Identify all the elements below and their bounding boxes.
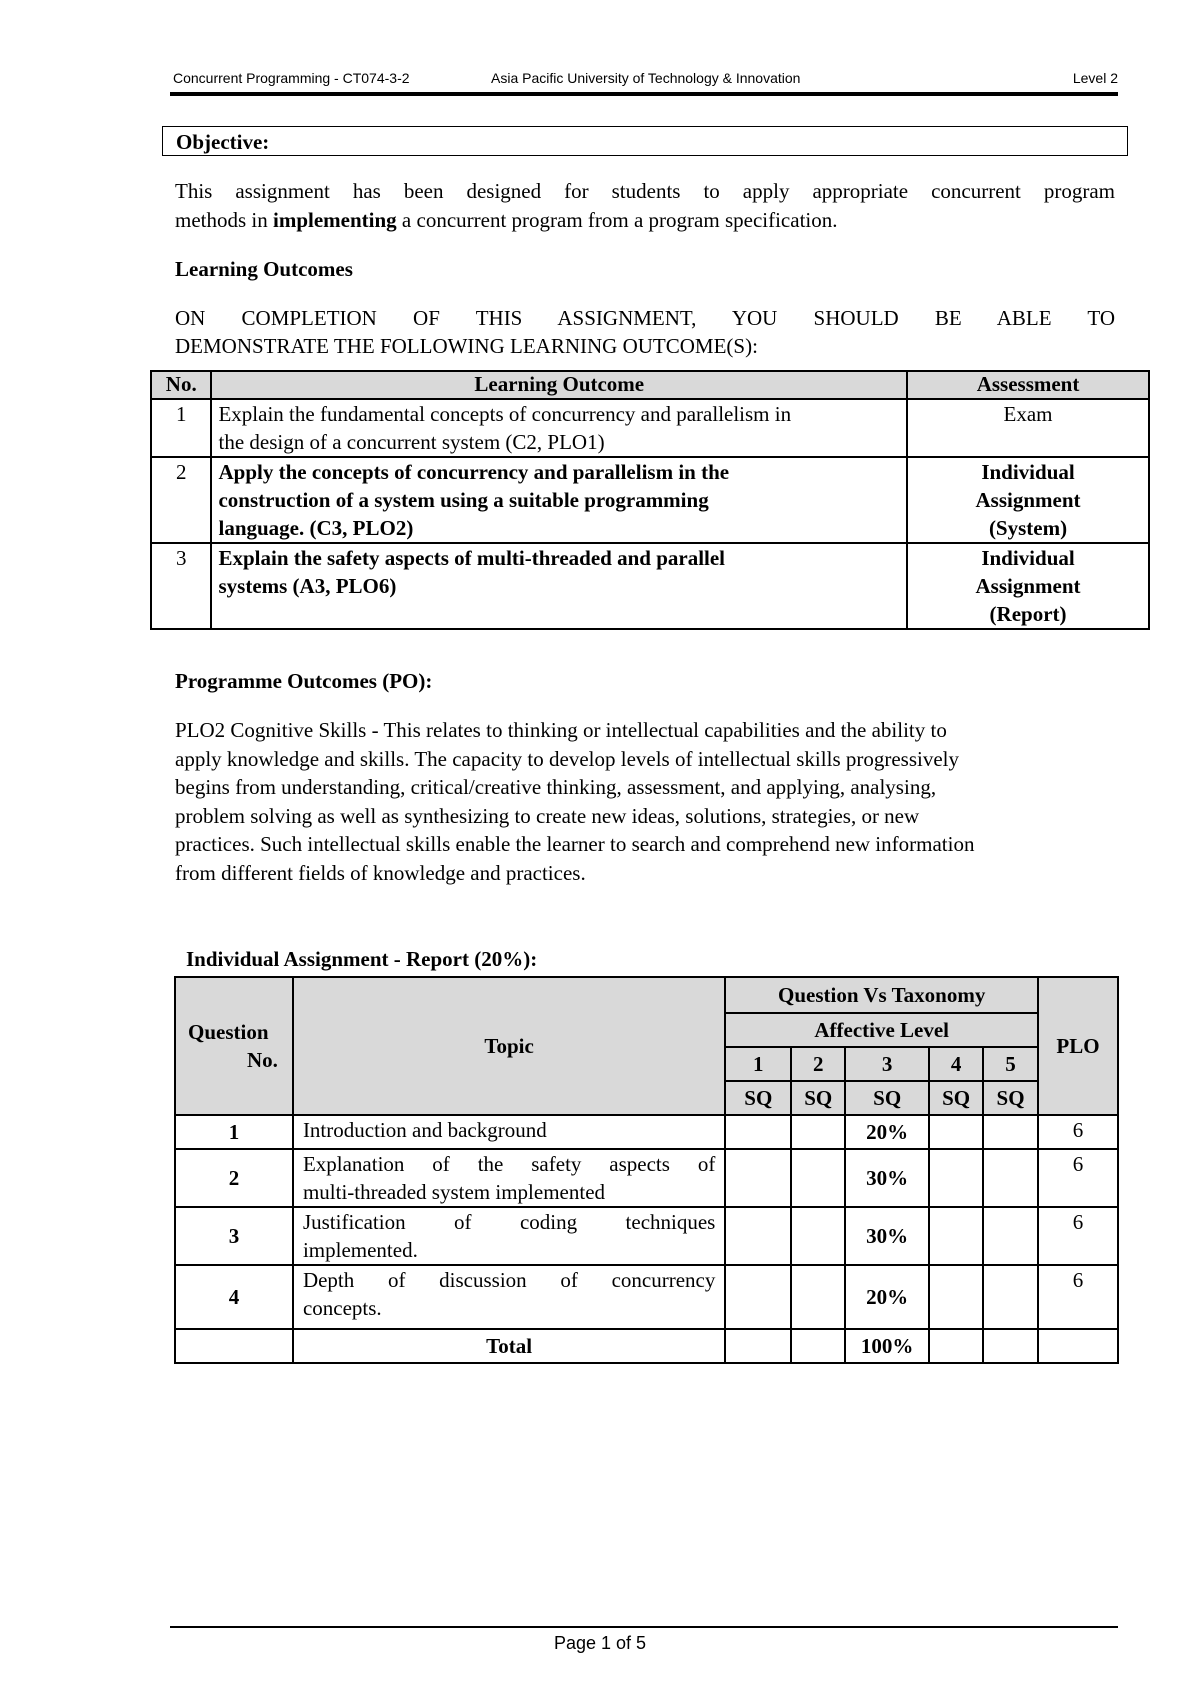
- objective-line-1: This assignment has been designed for students to apply appropriate concurrent program: [175, 179, 1115, 203]
- level-header: 2: [791, 1047, 845, 1081]
- assessment-line: Assignment: [975, 574, 1081, 598]
- level-header: 4: [929, 1047, 983, 1081]
- report-assessment-table: [174, 976, 1119, 1364]
- level-cell: [929, 1207, 983, 1265]
- level-cell: [791, 1149, 845, 1207]
- outcome-number: 1: [151, 399, 211, 457]
- course-level: Level 2: [1072, 70, 1118, 86]
- plo-value: 6: [1038, 1149, 1118, 1207]
- level-header: 5: [983, 1047, 1038, 1081]
- objective-text: a concurrent program from a program specification.: [396, 208, 838, 232]
- level-cell: [791, 1115, 845, 1149]
- assessment-line: Individual: [981, 546, 1075, 570]
- affective-level-header: Affective Level: [725, 1013, 1038, 1047]
- learning-outcomes-heading: Learning Outcomes: [175, 257, 353, 281]
- learning-outcomes-table: [150, 370, 1150, 630]
- sq-header: SQ: [725, 1081, 791, 1115]
- topic-cell: [293, 1265, 725, 1329]
- university-name: Asia Pacific University of Technology & Innovation: [491, 70, 801, 86]
- level-cell: [983, 1207, 1038, 1265]
- level-cell: [725, 1115, 791, 1149]
- table-row: [175, 1149, 1118, 1207]
- outcome-text: [211, 457, 907, 543]
- objective-line-2: [175, 206, 1115, 235]
- total-label: Total: [293, 1329, 725, 1363]
- column-header: Assessment: [907, 371, 1149, 399]
- level-cell: [983, 1115, 1038, 1149]
- programme-outcomes-heading: Programme Outcomes (PO):: [175, 669, 433, 693]
- outcome-line: language. (C3, PLO2): [218, 516, 414, 540]
- page-header: [173, 70, 1118, 86]
- page-number: Page 1 of 5: [553, 1633, 647, 1653]
- level-cell: [929, 1329, 983, 1363]
- topic-line: implemented.: [302, 1238, 418, 1262]
- level-3-value: 30%: [845, 1207, 929, 1265]
- header-line: Question: [188, 1020, 269, 1044]
- outcome-assessment: [907, 457, 1149, 543]
- topic-header: Topic: [293, 977, 725, 1115]
- programme-outcomes-text: [175, 716, 1115, 887]
- question-number: 1: [175, 1115, 293, 1149]
- empty-cell: [1038, 1329, 1118, 1363]
- outcome-line: Explain the fundamental concepts of concurrency and parallelism in: [218, 402, 792, 426]
- sq-header: SQ: [845, 1081, 929, 1115]
- outcome-line: Explain the safety aspects of multi-threaded and parallel: [218, 546, 726, 570]
- sq-header: SQ: [791, 1081, 845, 1115]
- learning-outcomes-intro-2: DEMONSTRATE THE FOLLOWING LEARNING OUTCOME(S):: [175, 334, 758, 358]
- level-header: 1: [725, 1047, 791, 1081]
- level-cell: [929, 1115, 983, 1149]
- level-3-value: 30%: [845, 1149, 929, 1207]
- header-rule: [170, 92, 1118, 96]
- plo-header: PLO: [1038, 977, 1118, 1115]
- po-line: apply knowledge and skills. The capacity to develop levels of intellectual skills progressively: [175, 746, 960, 771]
- outcome-line: systems (A3, PLO6): [218, 574, 397, 598]
- level-cell: [791, 1265, 845, 1329]
- outcome-line: construction of a system using a suitable programming: [218, 488, 709, 512]
- plo-value: 6: [1038, 1207, 1118, 1265]
- topic-cell: [293, 1115, 725, 1149]
- level-cell: [983, 1329, 1038, 1363]
- topic-line: Depth of discussion of concurrency: [302, 1268, 716, 1292]
- outcome-assessment: [907, 543, 1149, 629]
- question-number: 2: [175, 1149, 293, 1207]
- topic-cell: [293, 1149, 725, 1207]
- table-row: [151, 399, 1149, 457]
- po-line: problem solving as well as synthesizing to create new ideas, solutions, strategies, or new: [175, 803, 920, 828]
- assessment-line: Individual: [981, 460, 1075, 484]
- table-row: [151, 457, 1149, 543]
- topic-line: Introduction and background: [302, 1118, 547, 1142]
- learning-outcomes-intro-1: ON COMPLETION OF THIS ASSIGNMENT, YOU SHOULD BE ABLE TO: [175, 306, 1115, 330]
- total-value: 100%: [845, 1329, 929, 1363]
- level-cell: [929, 1265, 983, 1329]
- objective-heading: Objective:: [176, 130, 270, 154]
- header-line: No.: [247, 1048, 278, 1072]
- level-cell: [725, 1265, 791, 1329]
- assessment-line: Assignment: [975, 488, 1081, 512]
- outcome-text: [211, 543, 907, 629]
- outcome-assessment: [907, 399, 1149, 457]
- sq-header: SQ: [929, 1081, 983, 1115]
- po-line: practices. Such intellectual skills enable the learner to search and comprehend new information: [175, 832, 975, 856]
- total-row: [175, 1329, 1118, 1363]
- column-header: No.: [151, 371, 211, 399]
- level-3-value: 20%: [845, 1265, 929, 1329]
- level-cell: [929, 1149, 983, 1207]
- empty-cell: [175, 1329, 293, 1363]
- level-cell: [791, 1329, 845, 1363]
- table-row: [175, 1265, 1118, 1329]
- topic-line: multi-threaded system implemented: [302, 1180, 606, 1204]
- po-line: from different fields of knowledge and practices.: [175, 860, 586, 885]
- po-line: begins from understanding, critical/creative thinking, assessment, and applying, analysing,: [175, 775, 937, 799]
- outcome-number: 3: [151, 543, 211, 629]
- table-header-row: [151, 371, 1149, 399]
- sq-header: SQ: [983, 1081, 1038, 1115]
- course-name: Concurrent Programming - CT074-3-2: [173, 70, 410, 86]
- topic-cell: [293, 1207, 725, 1265]
- topic-line: Explanation of the safety aspects of: [302, 1152, 716, 1176]
- level-3-value: 20%: [845, 1115, 929, 1149]
- footer-rule: [170, 1626, 1118, 1628]
- question-no-header: [175, 977, 293, 1115]
- outcome-text: [211, 399, 907, 457]
- outcome-number: 2: [151, 457, 211, 543]
- taxonomy-header: Question Vs Taxonomy: [725, 977, 1038, 1013]
- outcome-line: the design of a concurrent system (C2, PLO1): [218, 430, 605, 454]
- assessment-line: Exam: [1003, 402, 1053, 426]
- topic-line: concepts.: [302, 1296, 382, 1320]
- column-header: Learning Outcome: [211, 371, 907, 399]
- outcome-line: Apply the concepts of concurrency and parallelism in the: [218, 460, 730, 484]
- level-cell: [983, 1149, 1038, 1207]
- objective-box: [162, 126, 1128, 156]
- report-table-heading: Individual Assignment - Report (20%):: [186, 947, 538, 971]
- level-cell: [983, 1265, 1038, 1329]
- level-cell: [725, 1149, 791, 1207]
- table-row: [175, 1207, 1118, 1265]
- topic-line: Justification of coding techniques: [302, 1210, 716, 1234]
- level-cell: [725, 1329, 791, 1363]
- plo-value: 6: [1038, 1115, 1118, 1149]
- po-line: PLO2 Cognitive Skills - This relates to thinking or intellectual capabilities and the ability to: [175, 718, 947, 742]
- plo-value: 6: [1038, 1265, 1118, 1329]
- table-row: [175, 1115, 1118, 1149]
- level-header: 3: [845, 1047, 929, 1081]
- question-number: 3: [175, 1207, 293, 1265]
- table-row: [151, 543, 1149, 629]
- question-number: 4: [175, 1265, 293, 1329]
- level-cell: [791, 1207, 845, 1265]
- table-header-row: [175, 977, 1118, 1013]
- level-cell: [725, 1207, 791, 1265]
- assessment-line: (System): [988, 516, 1068, 540]
- objective-text: methods in: [175, 208, 273, 232]
- objective-emphasis: implementing: [273, 208, 397, 232]
- assessment-line: (Report): [989, 602, 1067, 626]
